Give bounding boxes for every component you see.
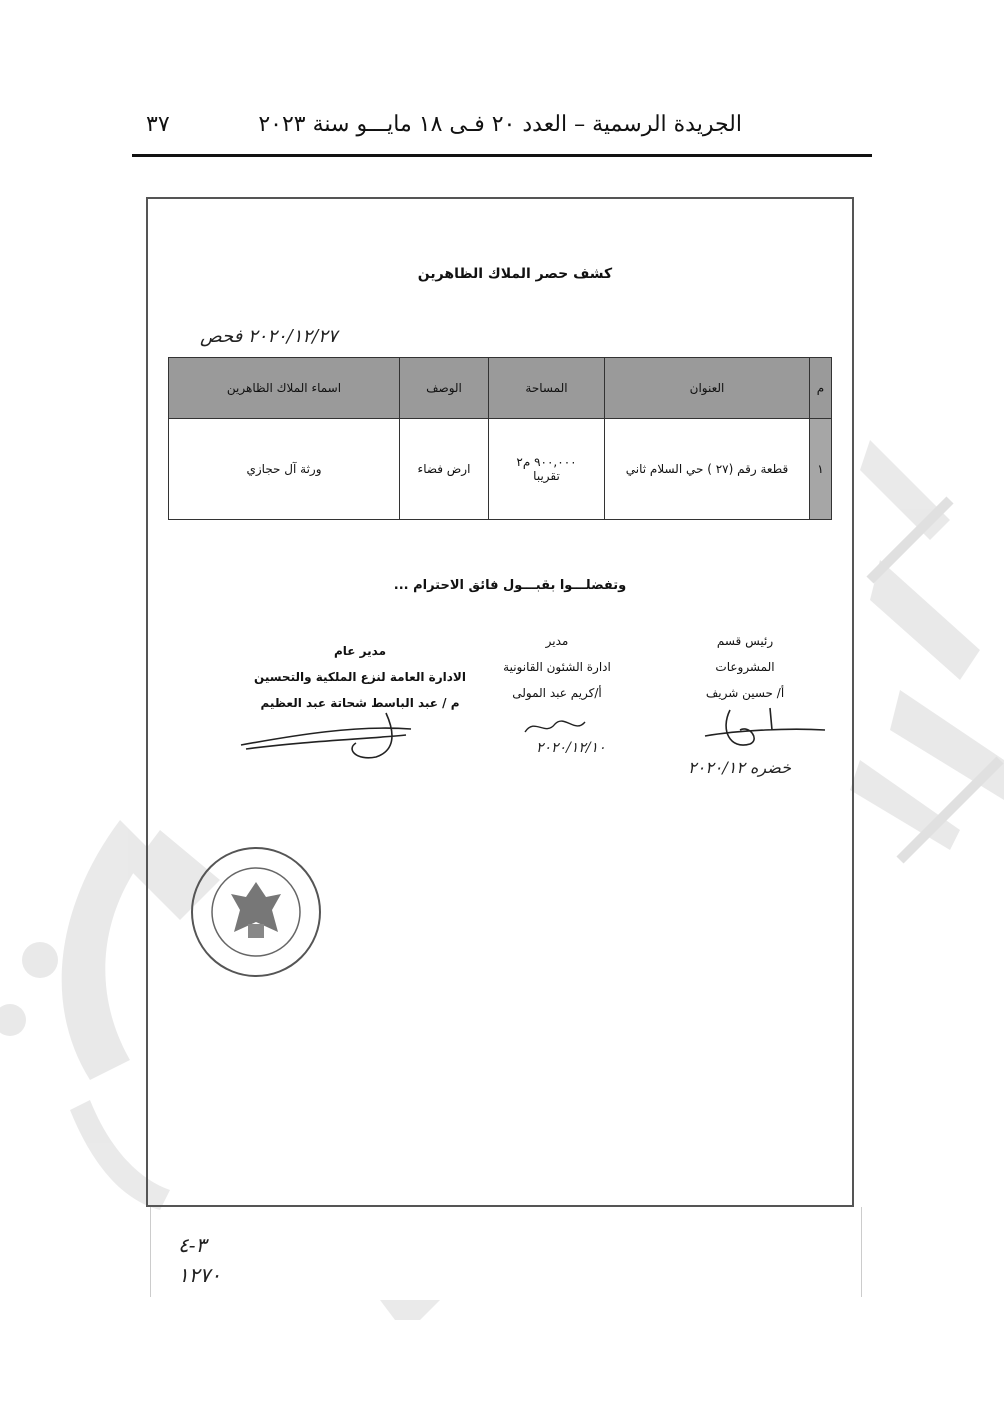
signature-block-section-head	[680, 628, 810, 706]
cell-num: ١	[810, 419, 832, 520]
signature-block-legal-manager	[482, 628, 632, 706]
handwritten-note-middle: ٢٠٢٠/١٢/١٠	[536, 740, 606, 756]
courtesy-closing: وتفضلـــوا بقبـــول فائق الاحترام ...	[393, 578, 627, 593]
scan-edge	[150, 1207, 862, 1297]
handwritten-note-right: خضره ٢٠٢٠/١٢	[688, 758, 792, 777]
signatory-name: أ/كريم عبد المولى	[512, 686, 602, 700]
signatory-department: ادارة الشئون القانونية	[503, 660, 611, 674]
handwritten-signature-middle	[520, 712, 590, 742]
col-header-address: العنوان	[605, 358, 810, 419]
signatory-name: م / عبد الباسط شحاتة عبد العظيم	[260, 696, 460, 710]
cell-area-value: ٩٠٠,٠٠٠ م٢	[516, 455, 577, 469]
reference-line-1: ٣-٤	[178, 1233, 207, 1257]
official-seal-eagle	[186, 842, 326, 982]
col-header-num: م	[810, 358, 832, 419]
document-title: كشف حصر الملاك الظاهرين	[417, 266, 613, 282]
handwritten-signature-left	[236, 705, 416, 765]
table-row	[169, 419, 832, 520]
cell-description: ارض فضاء	[400, 419, 489, 520]
col-header-area: المساحة	[489, 358, 605, 419]
handwritten-signature-right	[700, 700, 830, 760]
signatory-title: مدير عام	[333, 644, 386, 658]
table-header-row	[169, 358, 832, 419]
signatory-title: رئيس قسم	[716, 634, 774, 648]
owners-table	[168, 357, 832, 520]
handwritten-date: ٢٠٢٠/١٢/٢٧ فحص	[200, 326, 338, 347]
col-header-description: الوصف	[400, 358, 489, 419]
cell-owners: ورثة آل حجازي	[169, 419, 400, 520]
signatory-department: المشروعات	[715, 660, 775, 674]
col-header-owners: اسماء الملاك الظاهرين	[169, 358, 400, 419]
page-number: ٣٧	[146, 112, 170, 137]
cell-address: قطعة رقم (٢٧ ) حي السلام ثاني	[605, 419, 810, 520]
handwritten-reference	[178, 1230, 221, 1290]
cell-area-note: تقريبا	[533, 469, 560, 483]
cell-area	[489, 419, 605, 520]
signatory-name: أ/ حسين شريف	[705, 686, 785, 700]
header-divider	[132, 154, 872, 157]
signatory-department: الادارة العامة لنزع الملكية والتحسين	[254, 670, 466, 684]
gazette-header-title: الجريدة الرسمية – العدد ٢٠ فـى ١٨ مايـــو سنة ٢٠٢٣	[258, 112, 742, 137]
signatory-title: مدير	[545, 634, 569, 648]
reference-line-2: ١٢٧٠	[178, 1263, 221, 1287]
